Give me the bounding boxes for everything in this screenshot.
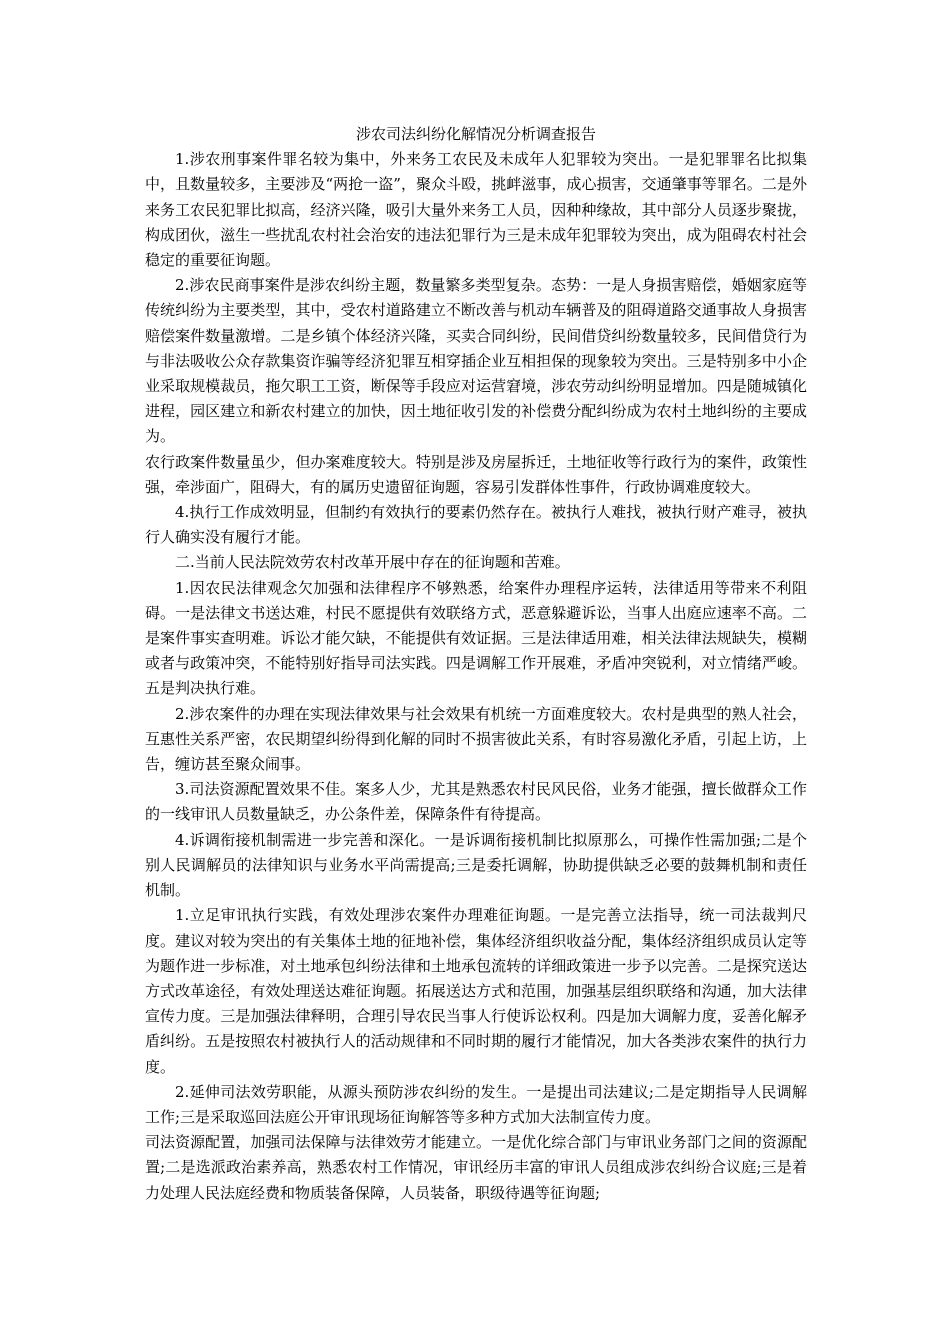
document-body [145, 147, 807, 1206]
paragraph: 4.执行工作成效明显，但制约有效执行的要素仍然存在。被执行人难找，被执行财产难寻，被执行人确实没有履行才能。 [145, 503, 807, 547]
paragraph: 1.因农民法律观念欠加强和法律程序不够熟悉，给案件办理程序运转，法律适用等带来不利阻碍。一是法律文书送达难，村民不愿提供有效联络方式，恶意躲避诉讼，当事人出庭应速率不高。二是案件事实查明难。诉讼才能欠缺，不能提供有效证据。三是法律适用难，相关法律法规缺失，模糊或者与政策冲突，不能特别好指导司法实践。四是调解工作开展难，矛盾冲突锐利，对立情绪严峻。五是判决执行难。 [145, 578, 807, 698]
paragraph: 司法资源配置，加强司法保障与法律效劳才能建立。一是优化综合部门与审讯业务部门之间的资源配置;二是选派政治素养高，熟悉农村工作情况，审讯经历丰富的审讯人员组成涉农纠纷合议庭;三是着力处理人民法庭经费和物质装备保障，人员装备，职级待遇等征询题; [145, 1133, 807, 1202]
paragraph: 1.立足审讯执行实践，有效处理涉农案件办理难征询题。一是完善立法指导，统一司法裁判尺度。建议对较为突出的有关集体土地的征地补偿，集体经济组织收益分配，集体经济组织成员认定等为题作进一步标准，对土地承包纠纷法律和土地承包流转的详细政策进一步予以完善。二是探究送达方式改革途径，有效处理送达难征询题。拓展送达方式和范围，加强基层组织联络和沟通，加大法律宣传力度。三是加强法律释明，合理引导农民当事人行使诉讼权利。四是加大调解力度，妥善化解矛盾纠纷。五是按照农村被执行人的活动规律和不同时期的履行才能情况，加大各类涉农案件的执行力度。 [145, 906, 807, 1076]
document-page [145, 122, 807, 1206]
paragraph: 二.当前人民法院效劳农村改革开展中存在的征询题和苦难。 [175, 553, 570, 572]
paragraph: 3.司法资源配置效果不佳。案多人少，尤其是熟悉农村民风民俗，业务才能强，擅长做群众工作的一线审讯人员数量缺乏，办公条件差，保障条件有待提高。 [145, 780, 807, 824]
paragraph: 农行政案件数量虽少，但办案难度较大。特别是涉及房屋拆迁，土地征收等行政行为的案件，政策性强，牵涉面广，阻碍大，有的属历史遗留征询题，容易引发群体性事件，行政协调难度较大。 [145, 452, 807, 496]
paragraph: 4.诉调衔接机制需进一步完善和深化。一是诉调衔接机制比拟原那么，可操作性需加强;二是个别人民调解员的法律知识与业务水平尚需提高;三是委托调解，协助提供缺乏必要的鼓舞机制和责任机制。 [145, 830, 807, 900]
paragraph: 1.涉农刑事案件罪名较为集中，外来务工农民及未成年人犯罪较为突出。一是犯罪罪名比拟集中，且数量较多，主要涉及“两抢一盗”，聚众斗殴，挑衅滋事，成心损害，交通肇事等罪名。二是外来务工农民犯罪比拟高，经济兴隆，吸引大量外来务工人员，因种种缘故，其中部分人员逐步聚拢，构成团伙，滋生一些扰乱农村社会治安的违法犯罪行为三是未成年犯罪较为突出，成为阻碍农村社会稳定的重要征询题。 [145, 150, 807, 270]
paragraph: 2.延伸司法效劳职能，从源头预防涉农纠纷的发生。一是提出司法建议;二是定期指导人民调解工作;三是采取巡回法庭公开审讯现场征询解答等多种方式加大法制宣传力度。 [145, 1082, 807, 1126]
paragraph: 2.涉农案件的办理在实现法律效果与社会效果有机统一方面难度较大。农村是典型的熟人社会，互惠性关系严密，农民期望纠纷得到化解的同时不损害彼此关系，有时容易激化矛盾，引起上访，上告，缠访甚至聚众闹事。 [145, 704, 807, 774]
paragraph: 2.涉农民商事案件是涉农纠纷主题，数量繁多类型复杂。态势：一是人身损害赔偿，婚姻家庭等传统纠纷为主要类型，其中，受农村道路建立不断改善与机动车辆普及的阻碍道路交通事故人身损害赔偿案件数量激增。二是乡镇个体经济兴隆，买卖合同纠纷，民间借贷纠纷数量较多，民间借贷行为与非法吸收公众存款集资诈骗等经济犯罪互相穿插企业互相担保的现象较为突出。三是特别多中小企业采取规模裁员，拖欠职工工资，断保等手段应对运营窘境，涉农劳动纠纷明显增加。四是随城镇化进程，园区建立和新农村建立的加快，因土地征收引发的补偿费分配纠纷成为农村土地纠纷的主要成为。 [145, 276, 807, 446]
document-title: 涉农司法纠纷化解情况分析调查报告 [355, 125, 596, 143]
